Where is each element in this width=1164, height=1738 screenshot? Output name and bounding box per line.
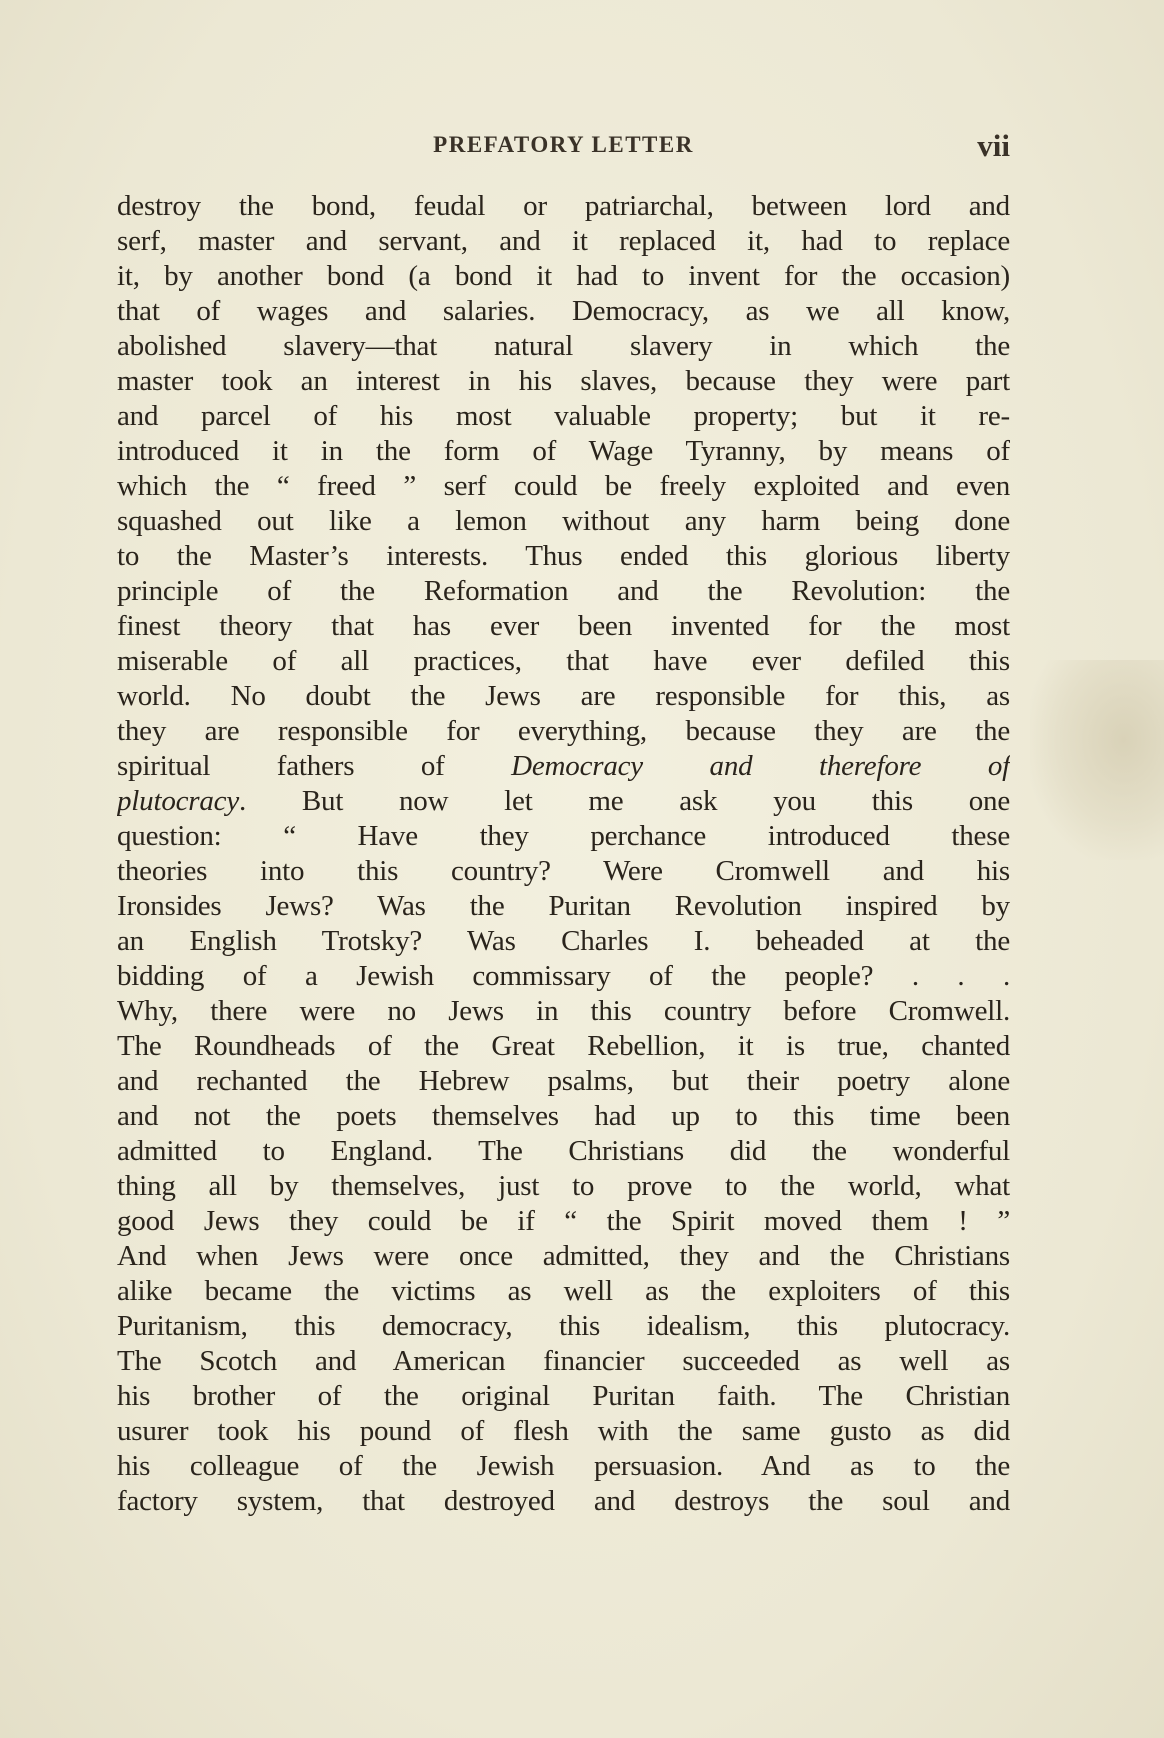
running-head-title: PREFATORY LETTER bbox=[433, 132, 694, 157]
text-line: good Jews they could be if “ the Spirit moved them ! ” bbox=[117, 1205, 1010, 1237]
text-line: and rechanted the Hebrew psalms, but their poetry alone bbox=[117, 1065, 1010, 1097]
page-stain bbox=[1030, 660, 1164, 860]
text-line: The Roundheads of the Great Rebellion, it is true, chanted bbox=[117, 1030, 1010, 1062]
text-line: theories into this country? Were Cromwell and his bbox=[117, 855, 1010, 887]
text-line: to the Master’s interests. Thus ended this glorious liberty bbox=[117, 540, 1010, 572]
text-line-with-italic bbox=[117, 749, 1010, 784]
text-line: introduced it in the form of Wage Tyranny, by means of bbox=[117, 435, 1010, 467]
text-line: Puritanism, this democracy, this idealism, this plutocracy. bbox=[117, 1310, 1010, 1342]
text-line: alike became the victims as well as the exploiters of this bbox=[117, 1275, 1010, 1307]
line-roman-segment: spiritual fathers of bbox=[117, 750, 512, 782]
text-line: an English Trotsky? Was Charles I. beheaded at the bbox=[117, 925, 1010, 957]
text-line-with-italic bbox=[117, 784, 1010, 819]
text-line: bidding of a Jewish commissary of the people? . . . bbox=[117, 960, 1010, 992]
line-italic-segment: Democracy and therefore of bbox=[511, 750, 1010, 782]
text-line: squashed out like a lemon without any harm being done bbox=[117, 505, 1010, 537]
text-line: his colleague of the Jewish persuasion. And as to the bbox=[117, 1450, 1010, 1482]
text-line: factory system, that destroyed and destroys the soul and bbox=[117, 1485, 1010, 1517]
text-line: his brother of the original Puritan faith. The Christian bbox=[117, 1380, 1010, 1412]
text-line: world. No doubt the Jews are responsible for this, as bbox=[117, 680, 1010, 712]
text-line: serf, master and servant, and it replaced it, had to replace bbox=[117, 225, 1010, 257]
text-line: it, by another bond (a bond it had to invent for the occasion) bbox=[117, 260, 1010, 292]
text-line: thing all by themselves, just to prove to the world, what bbox=[117, 1170, 1010, 1202]
line-italic-segment: plutocracy bbox=[117, 785, 240, 817]
text-line: question: “ Have they perchance introduced these bbox=[117, 820, 1010, 852]
text-line: finest theory that has ever been invented for the most bbox=[117, 610, 1010, 642]
line-roman-segment: . But now let me ask you this one bbox=[239, 785, 1010, 817]
text-line: miserable of all practices, that have ever defiled this bbox=[117, 645, 1010, 677]
text-line: which the “ freed ” serf could be freely exploited and even bbox=[117, 470, 1010, 502]
text-line: that of wages and salaries. Democracy, as we all know, bbox=[117, 295, 1010, 327]
text-line: and parcel of his most valuable property; but it re- bbox=[117, 400, 1010, 432]
text-line: Why, there were no Jews in this country before Cromwell. bbox=[117, 995, 1010, 1027]
text-line: they are responsible for everything, because they are the bbox=[117, 715, 1010, 747]
page-number: vii bbox=[977, 128, 1010, 163]
running-head bbox=[117, 128, 1010, 172]
text-line: principle of the Reformation and the Revolution: the bbox=[117, 575, 1010, 607]
text-line: And when Jews were once admitted, they and the Christians bbox=[117, 1240, 1010, 1272]
text-line: abolished slavery—that natural slavery in which the bbox=[117, 330, 1010, 362]
text-line: destroy the bond, feudal or patriarchal, between lord and bbox=[117, 190, 1010, 222]
text-line: The Scotch and American financier succeeded as well as bbox=[117, 1345, 1010, 1377]
text-line: and not the poets themselves had up to this time been bbox=[117, 1100, 1010, 1132]
text-line: admitted to England. The Christians did the wonderful bbox=[117, 1135, 1010, 1167]
text-line: Ironsides Jews? Was the Puritan Revolution inspired by bbox=[117, 890, 1010, 922]
text-line: usurer took his pound of flesh with the same gusto as did bbox=[117, 1415, 1010, 1447]
body-text bbox=[117, 189, 1010, 1519]
text-line: master took an interest in his slaves, because they were part bbox=[117, 365, 1010, 397]
